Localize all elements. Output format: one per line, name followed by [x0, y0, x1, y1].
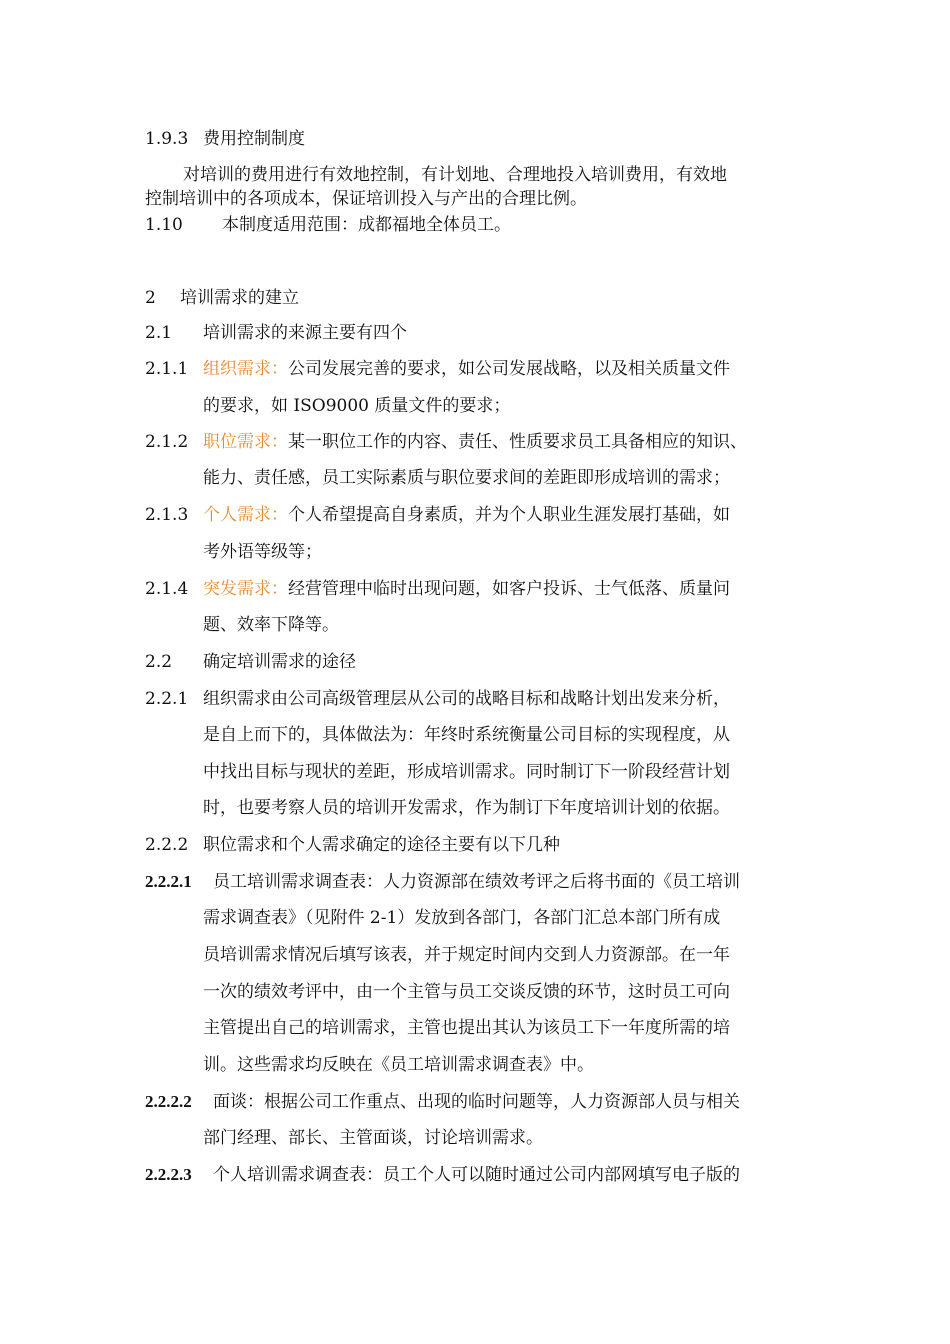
list-item-2-1-2: [203, 431, 747, 453]
highlight-label: 突发需求：: [203, 579, 288, 599]
item-text: 公司发展完善的要求，如公司发展战略，以及相关质量文件: [288, 359, 730, 379]
paragraph-line: 训。这些需求均反映在《员工培训需求调查表》中。: [203, 1055, 594, 1075]
section-number-2-2-2-3: 2.2.2.3: [145, 1165, 192, 1184]
paragraph-line: 一次的绩效考评中，由一个主管与员工交谈反馈的环节，这时员工可向: [203, 982, 730, 1002]
paragraph-line: 个人培训需求调查表：员工个人可以随时通过公司内部网填写电子版的: [213, 1165, 740, 1185]
section-title-2: 培训需求的建立: [180, 288, 299, 308]
section-number-2-1-1: 2.1.1: [145, 359, 189, 379]
section-number-2-1-3: 2.1.3: [145, 505, 189, 525]
section-number-2-1: 2.1: [145, 323, 173, 343]
section-number-2-1-4: 2.1.4: [145, 579, 189, 599]
section-text-1-10: 本制度适用范围：成都福地全体员工。: [222, 215, 511, 235]
paragraph-line: 考外语等级等；: [203, 542, 322, 562]
section-number-1-9-3: 1.9.3: [145, 129, 189, 149]
highlight-label: 职位需求：: [203, 432, 288, 452]
paragraph-line: 员工培训需求调查表：人力资源部在绩效考评之后将书面的《员工培训: [213, 872, 740, 892]
paragraph-line: 题、效率下降等。: [203, 615, 339, 635]
section-number-2-2-2-2: 2.2.2.2: [145, 1092, 192, 1111]
paragraph-line: 组织需求由公司高级管理层从公司的战略目标和战略计划出发来分析，: [203, 689, 730, 709]
list-item-2-1-4: [203, 578, 730, 600]
section-number-2-2: 2.2: [145, 652, 173, 672]
paragraph-line: 能力、责任感，员工实际素质与职位要求间的差距即形成培训的需求；: [203, 468, 730, 488]
list-item-2-1-3: [203, 504, 730, 526]
item-text: 某一职位工作的内容、责任、性质要求员工具备相应的知识、: [288, 432, 747, 452]
paragraph-line: 中找出目标与现状的差距，形成培训需求。同时制订下一阶段经营计划: [203, 762, 730, 782]
section-title-2-2-2: 职位需求和个人需求确定的途径主要有以下几种: [203, 835, 560, 855]
paragraph-line: 控制培训中的各项成本，保证培训投入与产出的合理比例。: [145, 189, 587, 209]
paragraph-line: 是自上而下的，具体做法为：年终时系统衡量公司目标的实现程度，从: [203, 725, 730, 745]
paragraph-line: 面谈：根据公司工作重点、出现的临时问题等，人力资源部人员与相关: [213, 1092, 740, 1112]
paragraph-line: 的要求，如 ISO9000 质量文件的要求；: [203, 396, 511, 416]
section-number-2: 2: [145, 288, 156, 308]
section-number-2-2-2: 2.2.2: [145, 835, 189, 855]
section-title-2-2: 确定培训需求的途径: [203, 652, 356, 672]
item-text: 经营管理中临时出现问题，如客户投诉、士气低落、质量问: [288, 579, 730, 599]
highlight-label: 个人需求：: [203, 505, 288, 525]
highlight-label: 组织需求：: [203, 359, 288, 379]
paragraph-line: 对培训的费用进行有效地控制，有计划地、合理地投入培训费用，有效地: [183, 165, 727, 185]
paragraph-line: 员培训需求情况后填写该表，并于规定时间内交到人力资源部。在一年: [203, 945, 730, 965]
item-text: 个人希望提高自身素质，并为个人职业生涯发展打基础，如: [288, 505, 730, 525]
section-title-1-9-3: 费用控制制度: [203, 129, 305, 149]
section-number-2-2-1: 2.2.1: [145, 689, 189, 709]
section-number-2-2-2-1: 2.2.2.1: [145, 872, 192, 891]
section-number-2-1-2: 2.1.2: [145, 432, 189, 452]
paragraph-line: 主管提出自己的培训需求，主管也提出其认为该员工下一年度所需的培: [203, 1018, 730, 1038]
section-title-2-1: 培训需求的来源主要有四个: [203, 323, 407, 343]
list-item-2-1-1: [203, 358, 730, 380]
paragraph-line: 需求调查表》（见附件 2-1）发放到各部门，各部门汇总本部门所有成: [203, 908, 721, 928]
paragraph-line: 时，也要考察人员的培训开发需求，作为制订下年度培训计划的依据。: [203, 798, 730, 818]
paragraph-line: 部门经理、部长、主管面谈，讨论培训需求。: [203, 1128, 543, 1148]
section-number-1-10: 1.10: [145, 215, 183, 235]
